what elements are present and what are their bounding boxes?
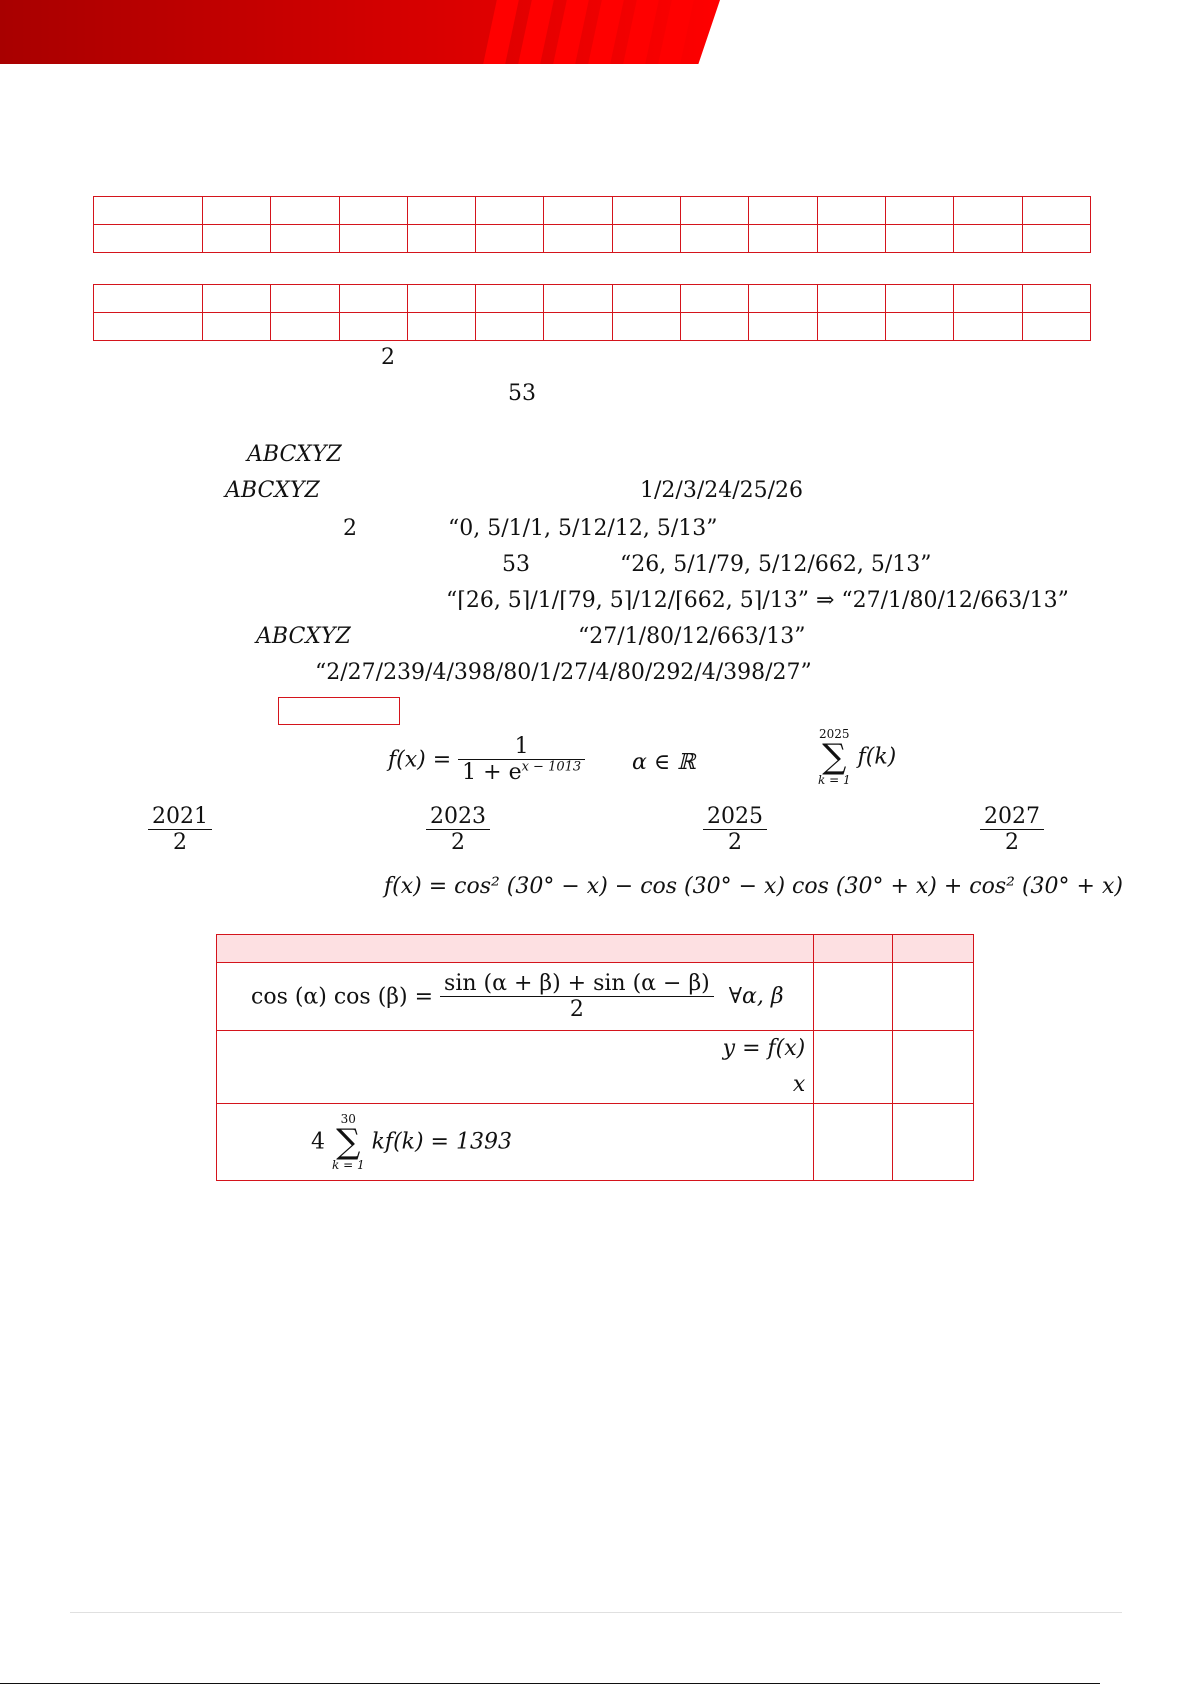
grid-cell[interactable] (954, 313, 1022, 341)
grid-cell[interactable] (817, 285, 885, 313)
grid-cell[interactable] (476, 313, 544, 341)
statement-b-line2: x (792, 1072, 806, 1097)
grid-cell[interactable] (203, 285, 271, 313)
cipher-word: ABCXYZ (256, 624, 351, 649)
grid-cell[interactable] (681, 225, 749, 253)
denominator-exponent: x − 1013 (521, 759, 582, 775)
answer-box[interactable] (278, 697, 400, 725)
sum-coefficient: 4 (311, 1129, 325, 1155)
page-bottom-line (0, 1683, 1100, 1684)
cipher-code: “27/1/80/12/663/13” (578, 624, 806, 649)
sum-upper: 2025 (819, 727, 850, 741)
false-checkbox[interactable] (893, 963, 974, 1031)
cipher-number: 53 (502, 552, 530, 577)
question3-function: f(x) = cos² (30° − x) − cos (30° − x) cos (30° + x) + cos² (30° + x) (384, 874, 1123, 899)
sigma (818, 728, 851, 786)
grid-cell[interactable] (954, 285, 1022, 313)
statement-a-formula (217, 971, 813, 1023)
formula-denominator: 2 (569, 997, 584, 1022)
option-denominator: 2 (1005, 830, 1019, 856)
answer-grid-1 (93, 196, 1091, 253)
grid-cell[interactable] (94, 197, 203, 225)
table-header-false (893, 935, 974, 963)
option-denominator: 2 (451, 830, 465, 856)
grid-cell[interactable] (476, 225, 544, 253)
summation (818, 728, 896, 786)
denominator-base: 1 + e (462, 760, 522, 786)
statement-c (217, 1104, 814, 1181)
grid-cell[interactable] (612, 197, 680, 225)
grid-cell[interactable] (1022, 225, 1090, 253)
option-c[interactable] (703, 804, 767, 856)
cipher-code: “2/27/239/4/398/80/1/27/4/80/292/4/398/27” (315, 660, 812, 685)
formula-numerator: sin (α + β) + sin (α − β) (440, 971, 714, 997)
function-definition (388, 734, 585, 786)
grid-cell[interactable] (681, 197, 749, 225)
grid-cell[interactable] (885, 285, 953, 313)
formula-lhs: cos (α) cos (β) = (251, 984, 434, 1009)
table-header-cell (217, 935, 814, 963)
fraction-numerator: 1 (458, 734, 585, 760)
grid-cell[interactable] (203, 313, 271, 341)
grid-cell[interactable] (544, 285, 612, 313)
option-b[interactable] (426, 804, 490, 856)
grid-cell[interactable] (94, 313, 203, 341)
cipher-word: ABCXYZ (225, 478, 320, 503)
cipher-code: 1/2/3/24/25/26 (640, 478, 804, 503)
sum-term: kf(k) = 1393 (371, 1129, 512, 1155)
grid-cell[interactable] (885, 197, 953, 225)
cipher-number: 2 (343, 516, 357, 541)
function-fraction (458, 734, 585, 786)
option-denominator: 2 (728, 830, 742, 856)
sum-lower: k = 1 (332, 1158, 365, 1172)
grid-cell[interactable] (612, 285, 680, 313)
grid-cell[interactable] (1022, 197, 1090, 225)
grid-cell[interactable] (476, 197, 544, 225)
grid-cell[interactable] (476, 285, 544, 313)
grid-cell[interactable] (339, 313, 407, 341)
grid-cell[interactable] (94, 225, 203, 253)
grid-cell[interactable] (544, 225, 612, 253)
intro-number: 53 (508, 381, 536, 406)
grid-cell[interactable] (271, 197, 339, 225)
cipher-code: “0, 5/1/1, 5/12/12, 5/13” (448, 516, 718, 541)
statement-a (217, 963, 814, 1031)
statement-b-line1: y = f(x) (722, 1036, 806, 1061)
grid-cell[interactable] (339, 225, 407, 253)
statement-b-text (217, 1031, 813, 1103)
grid-cell[interactable] (817, 313, 885, 341)
option-numerator: 2027 (980, 804, 1044, 830)
grid-cell[interactable] (749, 285, 817, 313)
grid-cell[interactable] (544, 313, 612, 341)
sum-upper: 30 (340, 1112, 356, 1126)
grid-cell[interactable] (339, 197, 407, 225)
formula-tail: ∀α, β (728, 984, 784, 1009)
cipher-word: ABCXYZ (247, 442, 342, 467)
grid-cell[interactable] (271, 313, 339, 341)
grid-cell[interactable] (749, 225, 817, 253)
grid-cell[interactable] (954, 197, 1022, 225)
grid-cell[interactable] (203, 197, 271, 225)
grid-cell[interactable] (681, 313, 749, 341)
grid-cell[interactable] (817, 197, 885, 225)
grid-cell[interactable] (407, 313, 475, 341)
true-checkbox[interactable] (814, 1031, 893, 1104)
grid-cell[interactable] (749, 313, 817, 341)
false-checkbox[interactable] (893, 1104, 974, 1181)
grid-cell[interactable] (407, 197, 475, 225)
footer-divider (70, 1612, 1122, 1613)
option-denominator: 2 (173, 830, 187, 856)
false-checkbox[interactable] (893, 1031, 974, 1104)
statement-b (217, 1031, 814, 1104)
answer-grid-2 (93, 284, 1091, 341)
table-header-true (814, 935, 893, 963)
grid-cell[interactable] (681, 285, 749, 313)
grid-cell[interactable] (407, 225, 475, 253)
sigma-icon: ∑ (336, 1122, 361, 1162)
grid-cell[interactable] (271, 225, 339, 253)
grid-cell[interactable] (544, 197, 612, 225)
cipher-code: “26, 5/1/79, 5/12/662, 5/13” (620, 552, 932, 577)
grid-cell[interactable] (1022, 313, 1090, 341)
cipher-code: “⌈26, 5⌉/1/⌈79, 5⌉/12/⌈662, 5⌉/13” ⇒ “27/1/80/12/663/13” (446, 588, 1069, 613)
true-checkbox[interactable] (814, 1104, 893, 1181)
function-lhs: f(x) = (388, 747, 452, 773)
grid-cell[interactable] (203, 225, 271, 253)
option-a[interactable] (148, 804, 212, 856)
intro-number: 2 (381, 345, 395, 370)
grid-cell[interactable] (1022, 285, 1090, 313)
alpha-domain: α ∈ ℝ (632, 750, 696, 775)
grid-cell[interactable] (339, 285, 407, 313)
grid-cell[interactable] (612, 313, 680, 341)
option-d[interactable] (980, 804, 1044, 856)
sigma (332, 1113, 365, 1171)
option-numerator: 2025 (703, 804, 767, 830)
true-false-table (216, 934, 974, 1181)
grid-cell[interactable] (271, 285, 339, 313)
option-numerator: 2021 (148, 804, 212, 830)
grid-cell[interactable] (954, 225, 1022, 253)
true-checkbox[interactable] (814, 963, 893, 1031)
grid-cell[interactable] (94, 285, 203, 313)
grid-cell[interactable] (885, 225, 953, 253)
statement-c-formula (217, 1113, 813, 1171)
sum-term: f(k) (857, 744, 897, 770)
fraction-denominator (458, 760, 585, 785)
grid-cell[interactable] (612, 225, 680, 253)
grid-cell[interactable] (885, 313, 953, 341)
sigma-icon: ∑ (822, 737, 847, 777)
grid-cell[interactable] (407, 285, 475, 313)
sum-lower: k = 1 (818, 773, 851, 787)
option-numerator: 2023 (426, 804, 490, 830)
grid-cell[interactable] (817, 225, 885, 253)
grid-cell[interactable] (749, 197, 817, 225)
